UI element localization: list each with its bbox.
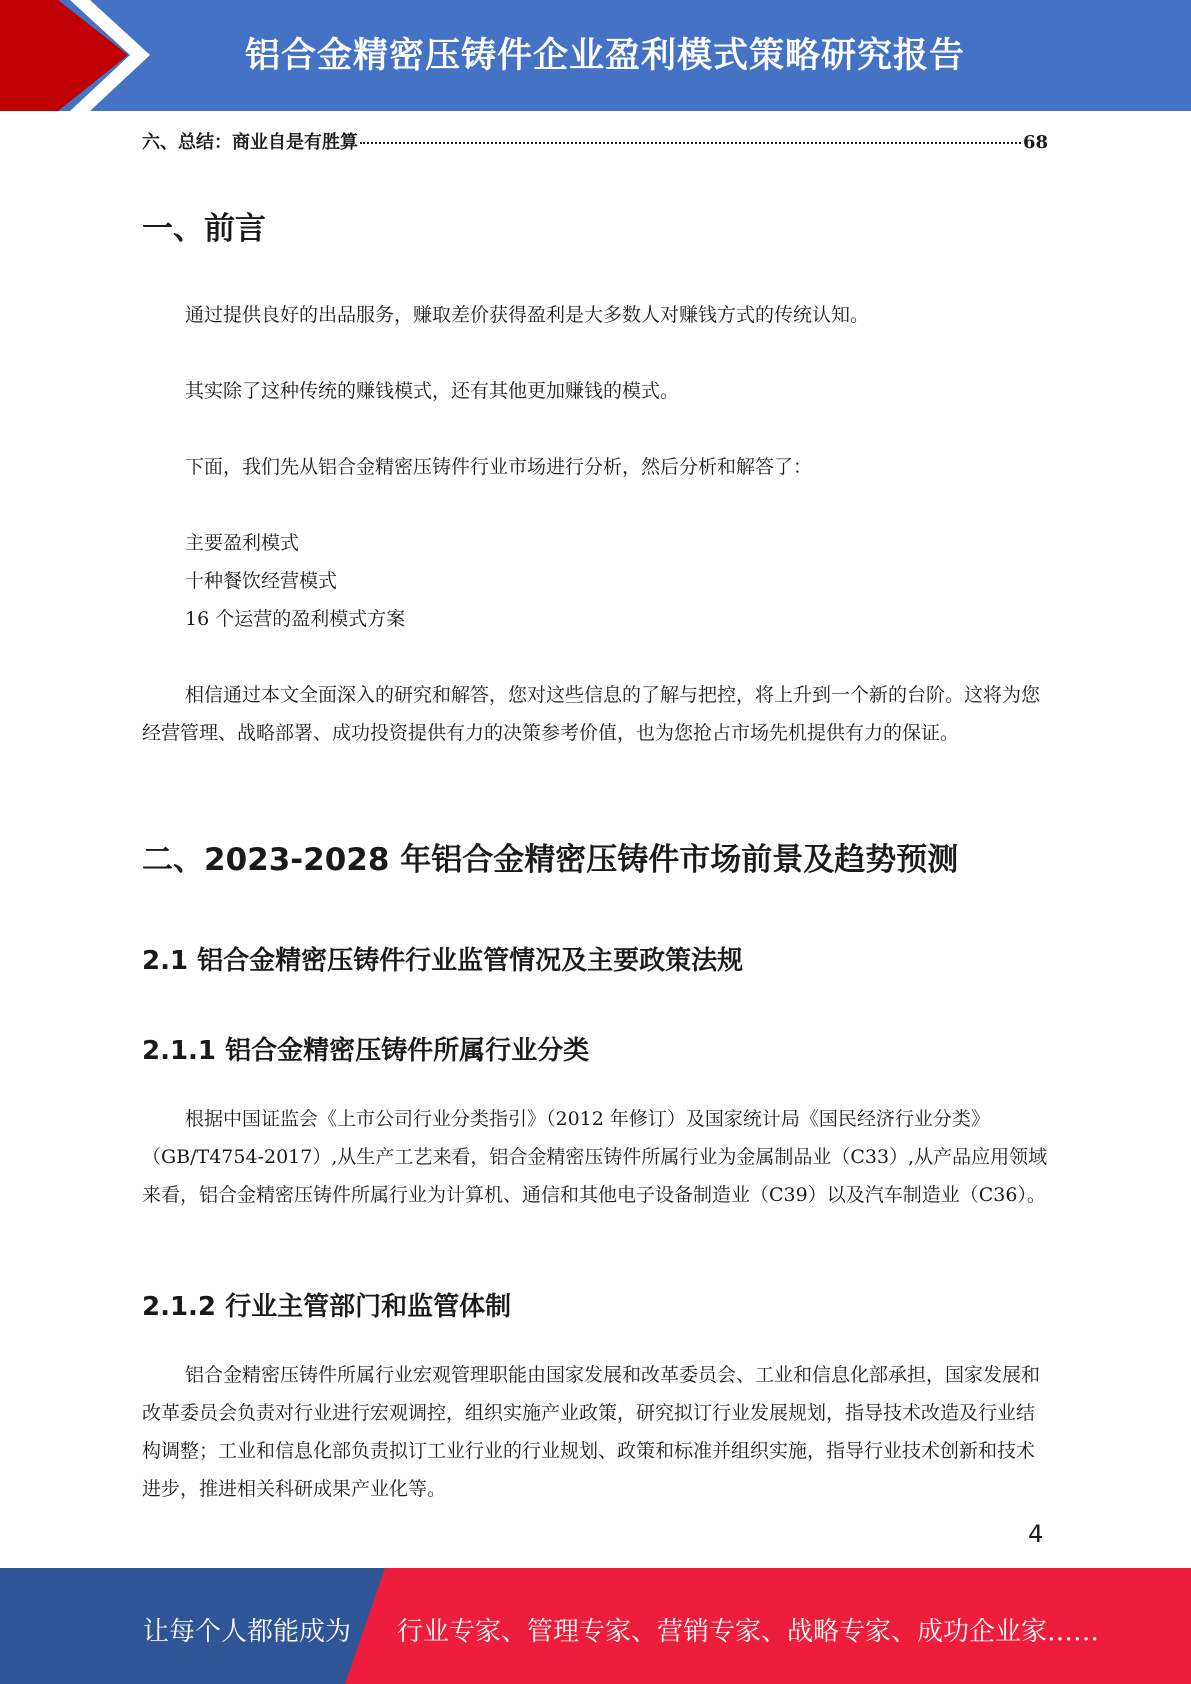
- toc-entry[interactable]: [142, 128, 1048, 158]
- toc-entry-page: 68: [1022, 132, 1048, 153]
- heading-2-1-2: 2.1.2 行业主管部门和监管体制: [142, 1292, 512, 1322]
- paragraph-2-1-1: 根据中国证监会《上市公司行业分类指引》（2012 年修订）及国家统计局《国民经济行业分类》（GB/T4754-2017）,从生产工艺来看，铝合金精密压铸件所属行业为金属制品业（C33）,从产品应用领域来看，铝合金精密压铸件所属行业为计算机、通信和其他电子设备制造业（C39）以及汽车制造业（C36）。: [142, 1108, 1048, 1206]
- heading-2-1: 2.1 铝合金精密压铸件行业监管情况及主要政策法规: [142, 946, 744, 976]
- toc-dot-leader: [360, 142, 1021, 144]
- page-number: 4: [1028, 1520, 1044, 1548]
- page-footer: [0, 1568, 1191, 1684]
- heading-preface: 一、前言: [142, 211, 266, 247]
- list-item: 十种餐饮经营模式: [185, 570, 338, 592]
- preface-paragraph-2: 其实除了这种传统的赚钱模式，还有其他更加赚钱的模式。: [185, 380, 680, 402]
- report-title: 铝合金精密压铸件企业盈利模式策略研究报告: [245, 36, 966, 76]
- heading-2-1-1: 2.1.1 铝合金精密压铸件所属行业分类: [142, 1036, 590, 1066]
- list-item: 16 个运营的盈利模式方案: [185, 608, 406, 630]
- list-item: 主要盈利模式: [185, 532, 300, 554]
- preface-paragraph-4: 相信通过本文全面深入的研究和解答，您对这些信息的了解与把控，将上升到一个新的台阶。这将为您经营管理、战略部署、成功投资提供有力的决策参考价值，也为您抢占市场先机提供有力的保证。: [142, 684, 1041, 744]
- toc-entry-title: 六、总结：商业自是有胜算: [142, 132, 358, 153]
- heading-market-forecast: 二、2023-2028 年铝合金精密压铸件市场前景及趋势预测: [142, 842, 959, 878]
- preface-paragraph-1: 通过提供良好的出品服务，赚取差价获得盈利是大多数人对赚钱方式的传统认知。: [185, 304, 870, 326]
- preface-paragraph-3: 下面，我们先从铝合金精密压铸件行业市场进行分析，然后分析和解答了：: [185, 456, 813, 478]
- page-header: [0, 0, 1191, 111]
- footer-slogan-left: 让每个人都能成为: [143, 1617, 352, 1647]
- preface-topic-list: [185, 524, 405, 638]
- paragraph-2-1-2: 铝合金精密压铸件所属行业宏观管理职能由国家发展和改革委员会、工业和信息化部承担，国家发展和改革委员会负责对行业进行宏观调控，组织实施产业政策，研究拟订行业发展规划，指导技术改造及行业结构调整；工业和信息化部负责拟订工业行业的行业规划、政策和标准并组织实施，指导行业技术创新和技术进步，推进相关科研成果产业化等。: [142, 1364, 1041, 1500]
- footer-slogan-right: 行业专家、管理专家、营销专家、战略专家、成功企业家……: [397, 1617, 1100, 1647]
